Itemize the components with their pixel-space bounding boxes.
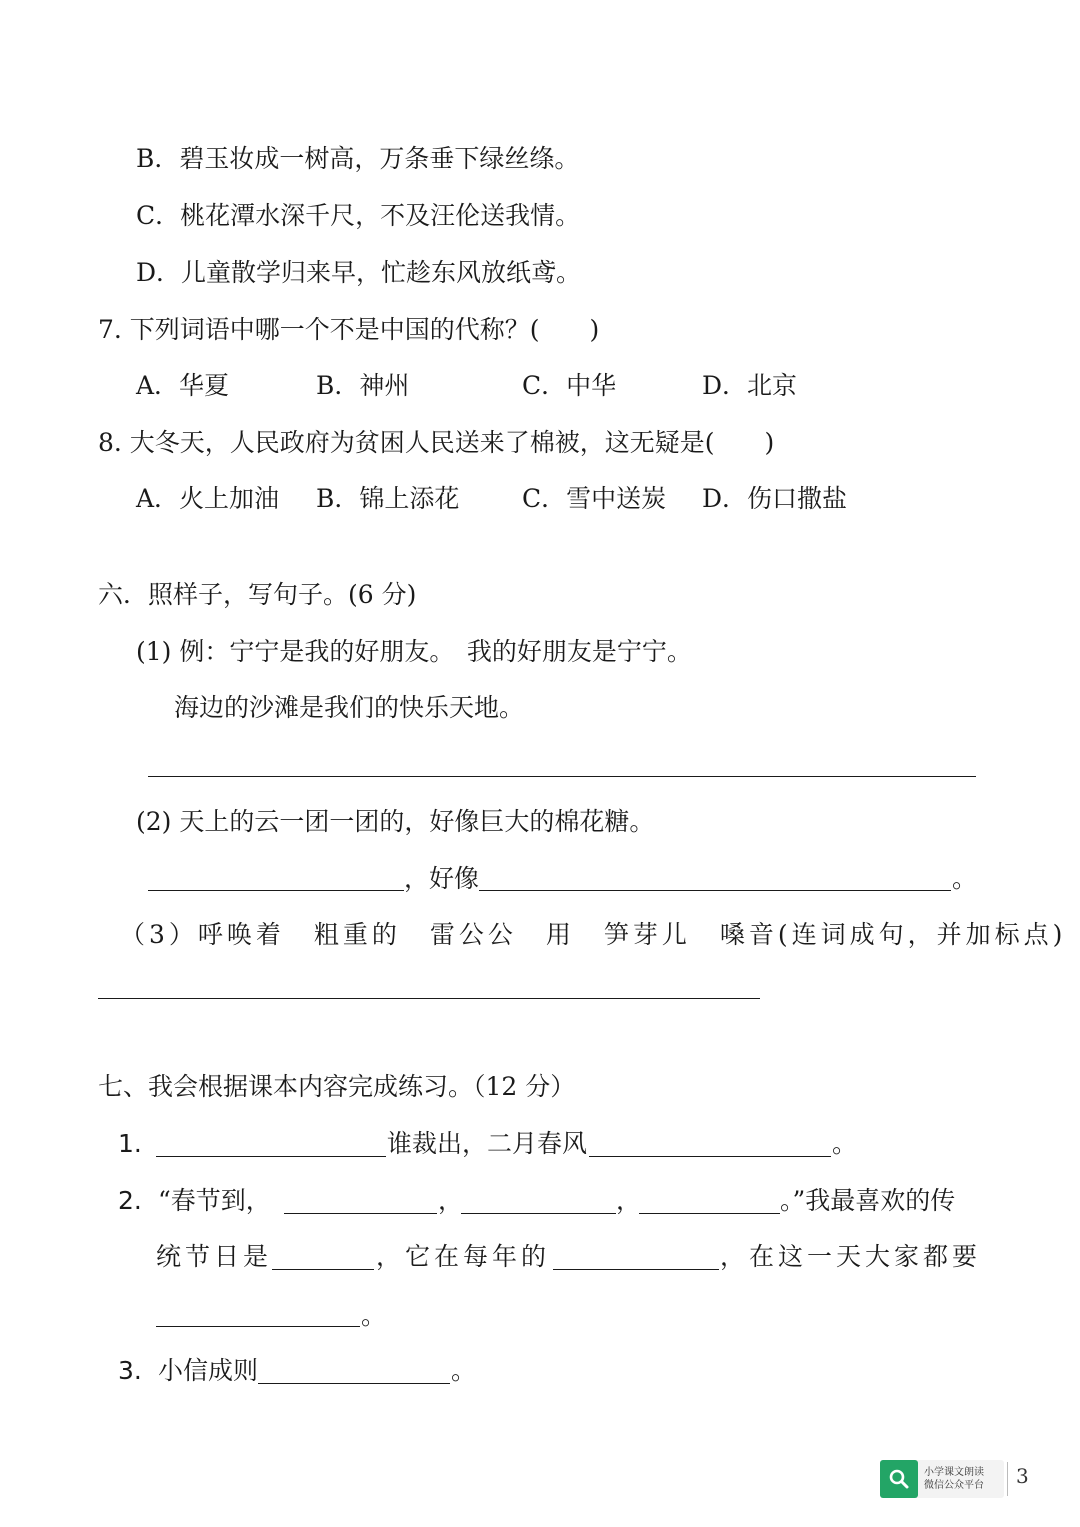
q7-option-c: C．中华 <box>522 371 617 400</box>
s7-item3-number: 3. <box>118 1356 142 1385</box>
s6-item2-blank-2[interactable] <box>479 890 951 891</box>
q8-option-d: D．伤口撒盐 <box>702 484 848 513</box>
s7-item2-line2-c: ，在这一天大家都要 <box>720 1242 982 1271</box>
s7-item2-blank-2[interactable] <box>461 1213 616 1214</box>
s6-item2-stem: (2) 天上的云一团一团的，好像巨大的棉花糖。 <box>136 807 655 836</box>
q8-option-b: B．锦上添花 <box>316 484 460 513</box>
s6-item1-prompt: 海边的沙滩是我们的快乐天地。 <box>174 693 525 722</box>
s6-item2-end: 。 <box>952 864 978 893</box>
s7-item2-comma-2: ， <box>616 1186 642 1215</box>
s7-item1-end: 。 <box>832 1129 858 1158</box>
s7-item2-blank-6[interactable] <box>156 1326 360 1327</box>
s6-item1-example: (1) 例：宁宁是我的好朋友。 我的好朋友是宁宁。 <box>136 637 692 666</box>
search-icon <box>880 1460 918 1498</box>
q6-option-b: B．碧玉妆成一树高，万条垂下绿丝绦。 <box>136 144 580 173</box>
s6-item3-answer-line[interactable] <box>98 998 760 999</box>
s7-item2-blank-3[interactable] <box>639 1213 780 1214</box>
q8-stem: 8. 大冬天，人民政府为贫困人民送来了棉被，这无疑是( ) <box>98 428 775 457</box>
s7-item3-end: 。 <box>451 1356 477 1385</box>
q7-stem: 7. 下列词语中哪一个不是中国的代称？( ) <box>98 315 600 344</box>
s7-item2-line2-b: ，它在每年的 <box>376 1242 551 1271</box>
s7-item1-mid: 谁裁出，二月春风 <box>387 1129 588 1158</box>
q7-option-a: A．华夏 <box>136 371 230 400</box>
s7-item2-open: “春节到， <box>158 1186 271 1215</box>
q6-option-c: C．桃花潭水深千尺，不及汪伦送我情。 <box>136 201 581 230</box>
q6-option-d: D．儿童散学归来早，忙趁东风放纸鸢。 <box>136 258 582 287</box>
badge-line-2: 微信公众平台 <box>924 1480 984 1491</box>
s7-item2-blank-4[interactable] <box>272 1269 374 1270</box>
section7-heading: 七、我会根据课本内容完成练习。（12 分） <box>98 1072 576 1101</box>
q7-option-b: B．神州 <box>316 371 410 400</box>
wechat-platform-badge[interactable] <box>880 1460 1004 1498</box>
s7-item1-number: 1. <box>118 1129 142 1158</box>
page-number: 3 <box>1016 1464 1029 1488</box>
s6-item3-words: （3）呼唤着 粗重的 雷公公 用 笋芽儿 嗓音(连词成句，并加标点) <box>120 920 1067 949</box>
s7-item3-text: 小信成则 <box>158 1356 259 1385</box>
s7-item2-blank-5[interactable] <box>553 1269 719 1270</box>
section6-heading: 六．照样子，写句子。(6 分) <box>98 580 417 609</box>
s7-item3-blank[interactable] <box>258 1383 450 1384</box>
s7-item2-end: 。 <box>361 1301 387 1330</box>
q7-option-d: D．北京 <box>702 371 798 400</box>
s7-item2-blank-1[interactable] <box>284 1213 437 1214</box>
footer-divider <box>1007 1462 1008 1496</box>
s7-item1-blank-1[interactable] <box>156 1156 386 1157</box>
s7-item1-blank-2[interactable] <box>589 1156 831 1157</box>
q8-option-a: A．火上加油 <box>136 484 280 513</box>
s7-item2-number: 2. <box>118 1186 142 1215</box>
q8-option-c: C．雪中送炭 <box>522 484 667 513</box>
s6-item1-answer-line[interactable] <box>148 776 976 777</box>
s7-item2-line2-a: 统节日是 <box>156 1242 273 1271</box>
s7-item2-comma-1: ， <box>438 1186 464 1215</box>
s6-item2-blank-1[interactable] <box>148 890 404 891</box>
badge-line-1: 小学课文朗读 <box>924 1467 984 1478</box>
s7-item2-close: 。”我最喜欢的传 <box>780 1186 956 1215</box>
s6-item2-mid-text: ，好像 <box>404 864 480 893</box>
